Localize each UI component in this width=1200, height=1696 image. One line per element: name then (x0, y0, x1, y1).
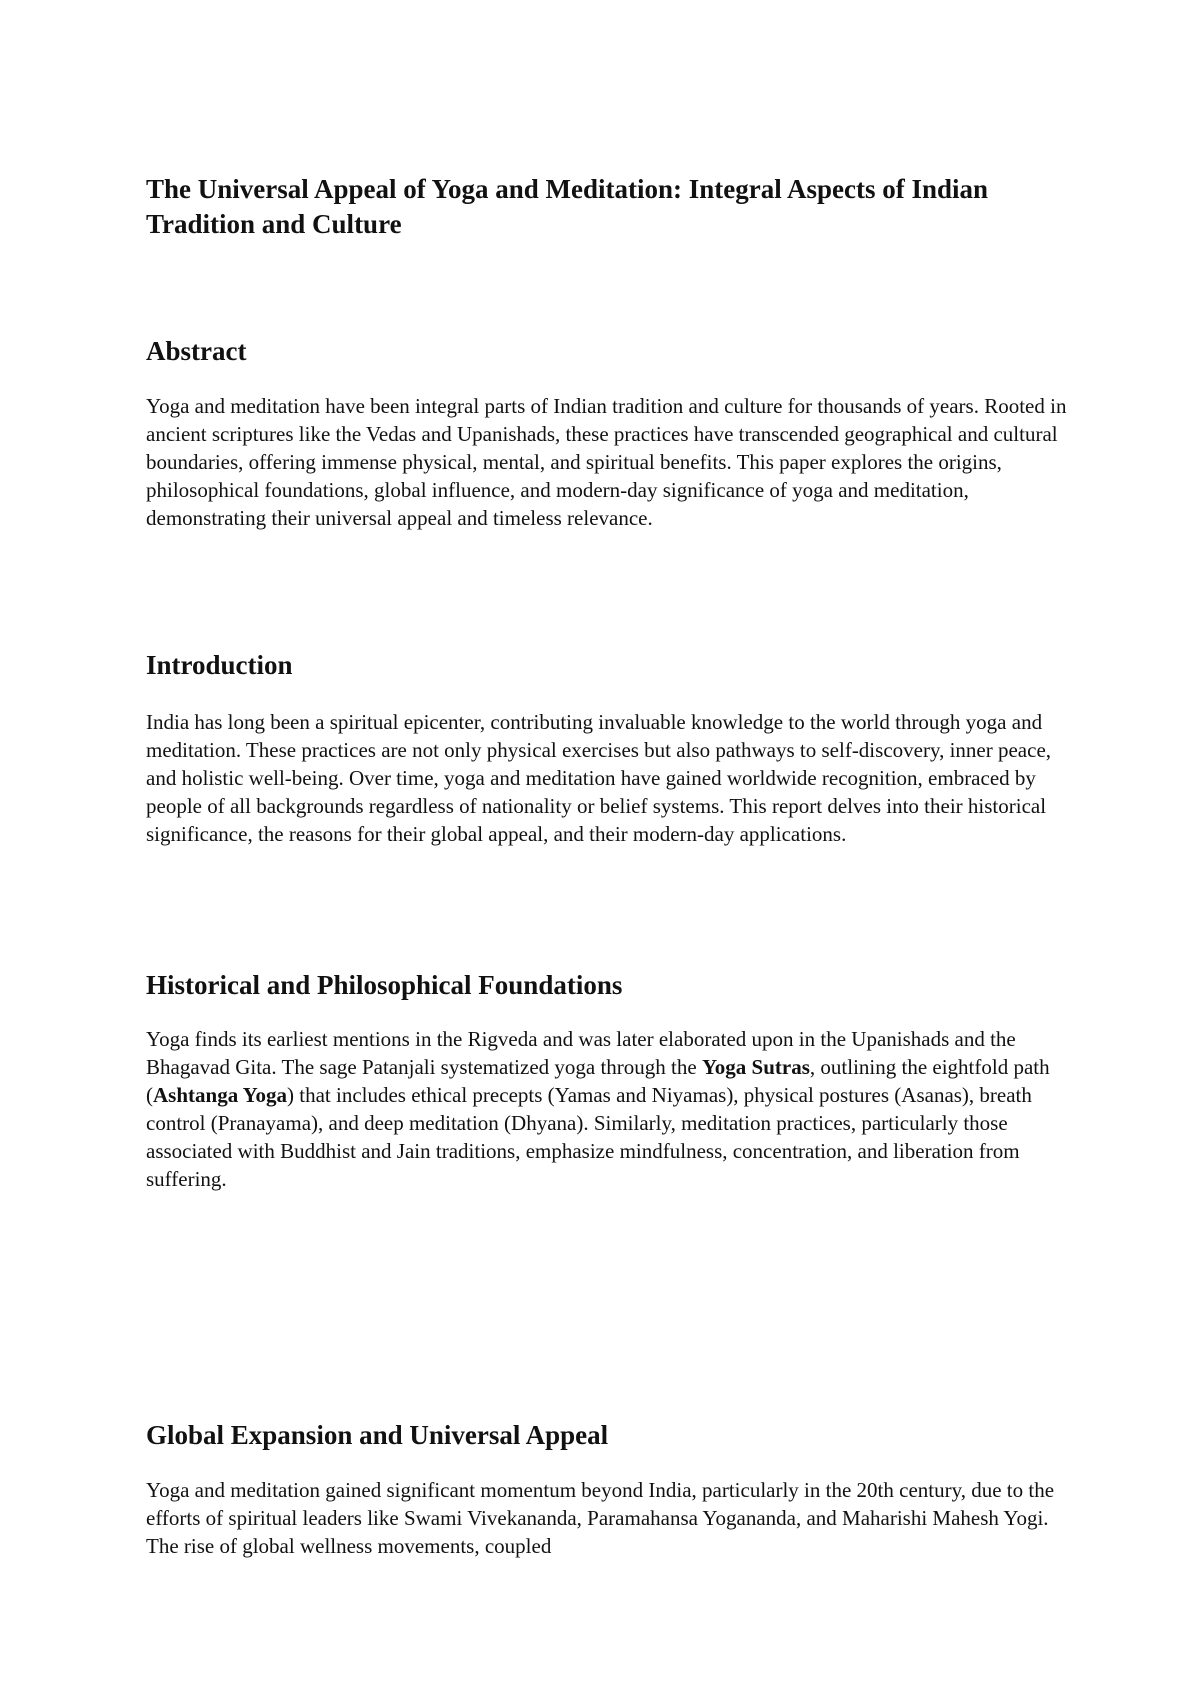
introduction-paragraph: India has long been a spiritual epicenter, contributing invaluable knowledge to the world through yoga and meditation. These practices are not only physical exercises but also pathways to self-discovery, inner peace, and holistic well-being. Over time, yoga and meditation have gained worldwide recognition, embraced by people of all backgrounds regardless of nationality or belief systems. This report delves into their historical significance, the reasons for their global appeal, and their modern-day applications. (146, 710, 1052, 846)
abstract-paragraph: Yoga and meditation have been integral parts of Indian tradition and culture for thousands of years. Rooted in ancient scriptures like the Vedas and Upanishads, these practices have transcended geographical and cultural boundaries, offering immense physical, mental, and spiritual benefits. This paper explores the origins, philosophical foundations, global influence, and modern-day significance of yoga and meditation, demonstrating their universal appeal and timeless relevance. (146, 394, 1067, 530)
document-title: The Universal Appeal of Yoga and Meditation: Integral Aspects of Indian Tradition and Culture (146, 174, 989, 239)
global-expansion-heading: Global Expansion and Universal Appeal (146, 1420, 609, 1450)
document-page (146, 0, 1066, 1696)
ashtanga-yoga-term: Ashtanga Yoga (153, 1083, 287, 1107)
abstract-heading: Abstract (146, 336, 247, 366)
yoga-sutras-term: Yoga Sutras (701, 1055, 810, 1079)
global-expansion-paragraph: Yoga and meditation gained significant momentum beyond India, particularly in the 20th century, due to the efforts of spiritual leaders like Swami Vivekananda, Paramahansa Yogananda, and Maharishi Mahesh Yogi. The rise of global wellness movements, coupled (146, 1478, 1055, 1558)
historical-foundations-heading: Historical and Philosophical Foundations (146, 970, 623, 1000)
historical-text-part-3: ) that includes ethical precepts (Yamas and Niyamas), physical postures (Asanas), breath control (Pranayama), and deep meditation (Dhyana). Similarly, meditation practices, particularly those associated with Buddhist and Jain traditions, emphasize mindfulness, concentration, and liberation from suffering. (146, 1083, 1032, 1191)
introduction-heading: Introduction (146, 650, 293, 680)
historical-text-part-2: , outlining the eightfold path ( (146, 1055, 1050, 1107)
historical-text-part-1: Yoga finds its earliest mentions in the Rigveda and was later elaborated upon in the Upanishads and the Bhagavad Gita. The sage Patanjali systematized yoga through the (146, 1027, 1016, 1079)
historical-foundations-paragraph (146, 1025, 1071, 1193)
